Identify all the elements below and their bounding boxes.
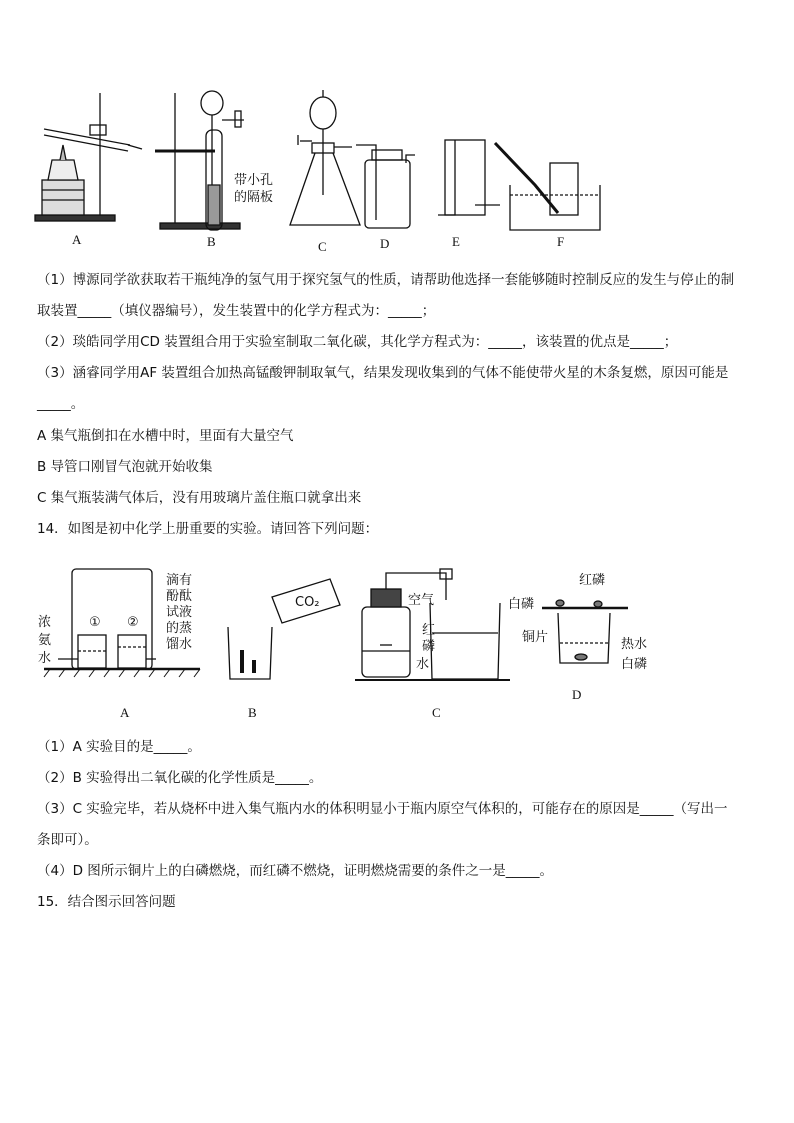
fig1-label-e: E xyxy=(452,234,460,249)
figA-label-conc-2: 氨 xyxy=(38,633,52,648)
figA-beaker-2: ② xyxy=(127,615,139,630)
figA-label-right-3: 试液 xyxy=(166,605,193,620)
q13-part2: （2）琰皓同学用CD 装置组合用于实验室制取二氧化碳，其化学方程式为：_____，该装置的优点是_____； xyxy=(37,334,678,350)
q13-option-c: C 集气瓶装满气体后，没有用玻璃片盖住瓶口就拿出来 xyxy=(37,490,362,506)
q14-part3-line1: （3）C 实验完毕，若从烧杯中进入集气瓶内水的体积明显小于瓶内原空气体积的，可能存在的原因是_____（写出一 xyxy=(37,801,728,817)
fig1-label-f: F xyxy=(557,234,565,249)
figA-label-right-2: 酚酞 xyxy=(166,589,193,604)
figA-label-right-4: 的蒸 xyxy=(166,621,193,636)
q14-part1: （1）A 实验目的是_____。 xyxy=(37,739,201,755)
figA-label-right-1: 滴有 xyxy=(166,573,193,588)
figD-red-phosphorus-label: 红磷 xyxy=(579,573,606,588)
figD-white-phosphorus-label-1: 白磷 xyxy=(508,597,535,612)
fig1-label-d: D xyxy=(380,236,390,251)
figC-air-label: 空气 xyxy=(408,593,435,608)
q14-title: 14．如图是初中化学上册重要的实验。请回答下列问题： xyxy=(37,521,379,537)
fig2-label-a: A xyxy=(120,705,130,720)
fig2-label-d: D xyxy=(572,687,582,702)
figA-label-conc-1: 浓 xyxy=(38,615,52,630)
q15-title: 15．结合图示回答问题 xyxy=(37,894,176,910)
fig2-label-c: C xyxy=(432,705,441,720)
figA-label-right-5: 馏水 xyxy=(166,637,193,652)
figA-label-conc-3: 水 xyxy=(38,651,52,666)
figD-white-phosphorus-label-2: 白磷 xyxy=(621,657,648,672)
fig1-label-a: A xyxy=(72,232,82,247)
q13-part3-line1: （3）涵睿同学用AF 装置组合加热高锰酸钾制取氧气，结果发现收集到的气体不能使带火星的木条复燃，原因可能是 xyxy=(37,365,729,381)
q14-part4: （4）D 图所示铜片上的白磷燃烧，而红磷不燃烧，证明燃烧需要的条件之一是_____。 xyxy=(37,863,554,879)
fig1-label-b: B xyxy=(207,234,216,249)
figA-beaker-1: ① xyxy=(89,615,101,630)
q13-part3-line2: _____。 xyxy=(37,396,85,412)
fig1-label-c: C xyxy=(318,239,327,254)
figD-hot-water-label: 热水 xyxy=(621,637,648,652)
figB-co2-label: CO₂ xyxy=(295,595,320,610)
perforated-plate-label-1: 带小孔 xyxy=(234,173,274,188)
figC-water-label: 水 xyxy=(416,657,430,672)
q13-part1-line2: 取装置_____（填仪器编号），发生装置中的化学方程式为：_____； xyxy=(37,303,436,319)
fig2-label-b: B xyxy=(248,705,257,720)
figC-phosphorus-label-1: 红 xyxy=(422,623,436,638)
figC-phosphorus-label-2: 磷 xyxy=(422,639,436,654)
apparatus-figure-1 xyxy=(30,85,650,260)
q14-part3-line2: 条即可）。 xyxy=(37,832,98,848)
experiments-drawing xyxy=(30,555,650,725)
q13-option-a: A 集气瓶倒扣在水槽中时，里面有大量空气 xyxy=(37,428,294,444)
q14-part2: （2）B 实验得出二氧化碳的化学性质是_____。 xyxy=(37,770,323,786)
perforated-plate-label-2: 的隔板 xyxy=(234,190,274,205)
apparatus-figure-2 xyxy=(30,555,650,725)
figD-copper-label: 铜片 xyxy=(522,630,549,645)
q13-part1-line1: （1）博源同学欲获取若干瓶纯净的氢气用于探究氢气的性质，请帮助他选择一套能够随时控制反应的发生与停止的制 xyxy=(37,272,735,288)
q13-option-b: B 导管口刚冒气泡就开始收集 xyxy=(37,459,213,475)
